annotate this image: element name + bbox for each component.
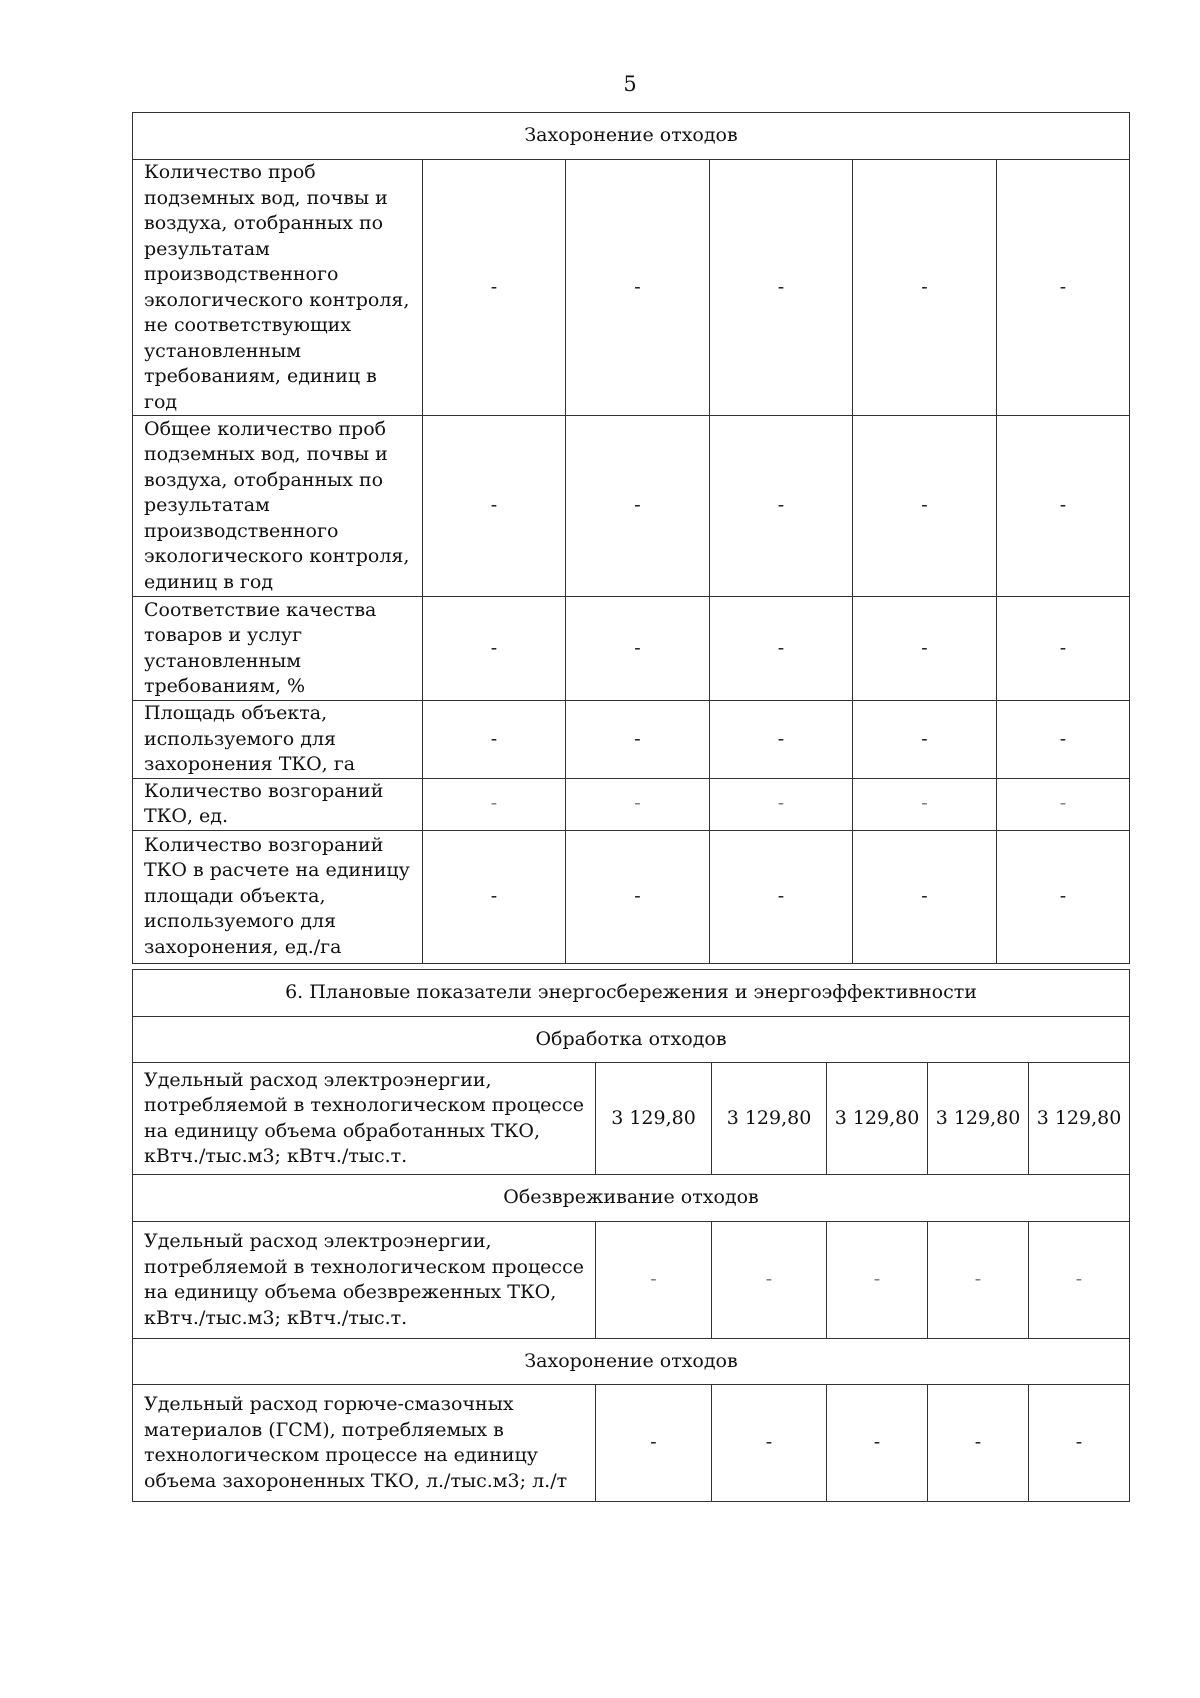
row-value: - (596, 1222, 712, 1339)
row-value: 3 129,80 (928, 1063, 1029, 1175)
row-value: - (423, 160, 566, 416)
row-value: - (997, 160, 1130, 416)
row-value: - (1029, 1385, 1130, 1502)
table-row (133, 416, 1130, 597)
row-value: - (997, 830, 1130, 963)
row-value: 3 129,80 (596, 1063, 712, 1175)
table-row (133, 778, 1130, 830)
table-row (133, 830, 1130, 963)
row-value: - (566, 830, 710, 963)
row-value: - (710, 830, 853, 963)
row-label: Удельный расход горюче-смазочных материалов (ГСМ), потребляемых в технологическом процессе на единицу объема захороненных ТКО, л./тыс.м3; л./т (133, 1385, 596, 1502)
table-row (133, 1222, 1130, 1339)
row-value: - (928, 1385, 1029, 1502)
table-row (133, 1385, 1130, 1502)
table-row (133, 160, 1130, 416)
table-section-header (133, 1339, 1130, 1385)
row-value: - (423, 778, 566, 830)
section-title: Обработка отходов (133, 1017, 1130, 1063)
row-value: - (853, 778, 997, 830)
row-label: Количество возгораний ТКО, ед. (133, 778, 423, 830)
row-label: Удельный расход электроэнергии, потребляемой в технологическом процессе на единицу объема обезвреженных ТКО, кВтч./тыс.м3; кВтч./тыс.т. (133, 1222, 596, 1339)
row-value: - (566, 701, 710, 779)
row-value: - (710, 416, 853, 597)
row-value: - (566, 416, 710, 597)
row-value: 3 129,80 (712, 1063, 827, 1175)
row-value: - (928, 1222, 1029, 1339)
row-value: - (997, 778, 1130, 830)
row-label: Удельный расход электроэнергии, потребляемой в технологическом процессе на единицу объема обработанных ТКО, кВтч./тыс.м3; кВтч./тыс.т. (133, 1063, 596, 1175)
row-value: 3 129,80 (1029, 1063, 1130, 1175)
table-row (133, 1063, 1130, 1175)
row-value: - (827, 1385, 928, 1502)
row-value: - (853, 701, 997, 779)
table-section-header (133, 113, 1130, 160)
row-value: - (710, 597, 853, 701)
row-value: - (1029, 1222, 1130, 1339)
section-title: Захоронение отходов (133, 1339, 1130, 1385)
row-value: - (596, 1385, 712, 1502)
table-section-header (133, 1017, 1130, 1063)
row-value: - (566, 597, 710, 701)
row-label: Соответствие качества товаров и услуг установленным требованиям, % (133, 597, 423, 701)
row-value: - (827, 1222, 928, 1339)
row-value: - (853, 597, 997, 701)
row-value: - (710, 160, 853, 416)
row-value: - (853, 830, 997, 963)
row-value: 3 129,80 (827, 1063, 928, 1175)
row-value: - (566, 778, 710, 830)
row-label: Общее количество проб подземных вод, почвы и воздуха, отобранных по результатам производственного экологического контроля, единиц в год (133, 416, 423, 597)
row-value: - (997, 416, 1130, 597)
row-label: Количество возгораний ТКО в расчете на единицу площади объекта, используемого для захоронения, ед./га (133, 830, 423, 963)
waste-burial-table (132, 112, 1130, 964)
row-value: - (710, 701, 853, 779)
row-value: - (853, 160, 997, 416)
row-value: - (423, 597, 566, 701)
row-label: Площадь объекта, используемого для захоронения ТКО, га (133, 701, 423, 779)
table-section-header (133, 1175, 1130, 1222)
row-value: - (710, 778, 853, 830)
section-title: Захоронение отходов (133, 113, 1130, 160)
row-value: - (997, 701, 1130, 779)
row-value: - (423, 830, 566, 963)
row-value: - (712, 1385, 827, 1502)
energy-efficiency-table (132, 969, 1130, 1502)
section-title: Обезвреживание отходов (133, 1175, 1130, 1222)
table-title: 6. Плановые показатели энергосбережения и энергоэффективности (133, 970, 1130, 1017)
row-value: - (423, 416, 566, 597)
row-value: - (712, 1222, 827, 1339)
row-value: - (853, 416, 997, 597)
row-value: - (566, 160, 710, 416)
row-value: - (423, 701, 566, 779)
table-row (133, 701, 1130, 779)
row-value: - (997, 597, 1130, 701)
table-row (133, 597, 1130, 701)
table-title-row (133, 970, 1130, 1017)
row-label: Количество проб подземных вод, почвы и воздуха, отобранных по результатам производственного экологического контроля, не соответствующих установленным требованиям, единиц в год (133, 160, 423, 416)
page-number: 5 (623, 72, 637, 96)
